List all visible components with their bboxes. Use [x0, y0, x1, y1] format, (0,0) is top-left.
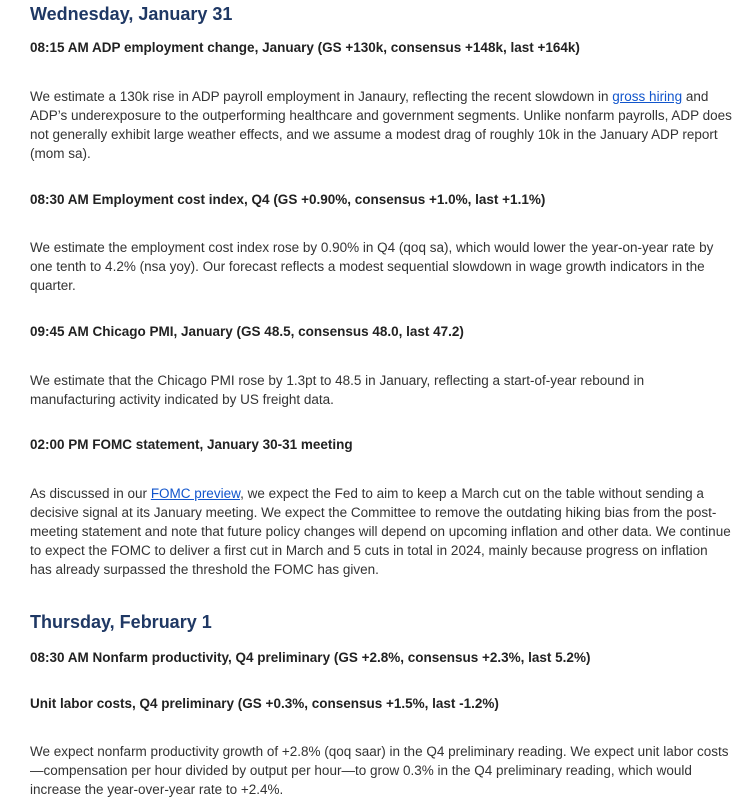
event-title-productivity: 08:30 AM Nonfarm productivity, Q4 preliminary (GS +2.8%, consensus +2.3%, last 5.2%) [30, 650, 591, 665]
event-body-fomc-post: , we expect the Fed to aim to keep a March cut on the table without sending a decisive signal at its January meeting. We expect the Committee to remove the outdating hiking bias from the post-meeting statement and note that future policy changes will depend on upcoming inflation and other data. We continue to expect the FOMC to deliver a first cut in March and 5 cuts in total in 2024, mainly because progress on inflation has already surpassed the threshold the FOMC has given. [30, 486, 731, 577]
day-heading-thursday: Thursday, February 1 [30, 612, 212, 632]
event-title-eci: 08:30 AM Employment cost index, Q4 (GS +0.90%, consensus +1.0%, last +1.1%) [30, 192, 546, 207]
event-body-eci: We estimate the employment cost index rose by 0.90% in Q4 (qoq sa), which would lower the year-on-year rate by one tenth to 4.2% (nsa yoy). Our forecast reflects a modest sequential slowdown in wage growth indicators in the quarter. [30, 240, 714, 293]
event-body-fomc-pre: As discussed in our [30, 486, 151, 501]
event-title-unit-labor-costs: Unit labor costs, Q4 preliminary (GS +0.3%, consensus +1.5%, last -1.2%) [30, 696, 499, 711]
event-title-chicago-pmi: 09:45 AM Chicago PMI, January (GS 48.5, consensus 48.0, last 47.2) [30, 324, 464, 339]
event-title-adp: 08:15 AM ADP employment change, January (GS +130k, consensus +148k, last +164k) [30, 40, 580, 55]
event-body-adp-post: and ADP’s underexposure to the outperforming healthcare and government segments. Unlike nonfarm payrolls, ADP does not generally exhibit large weather effects, and we assume a modest drag of roughly 10k in the January ADP report (mom sa). [30, 89, 732, 161]
event-title-fomc: 02:00 PM FOMC statement, January 30-31 meeting [30, 437, 353, 452]
gross-hiring-link[interactable]: gross hiring [612, 89, 683, 104]
event-body-chicago-pmi: We estimate that the Chicago PMI rose by 1.3pt to 48.5 in January, reflecting a start-of-year rebound in manufacturing activity indicated by US freight data. [30, 373, 645, 407]
event-body-fomc [30, 484, 732, 579]
event-body-adp-pre: We estimate a 130k rise in ADP payroll employment in Janaury, reflecting the recent slowdown in [30, 89, 613, 104]
event-body-productivity-ulc: We expect nonfarm productivity growth of +2.8% (qoq saar) in the Q4 preliminary reading. We expect unit labor costs—compensation per hour divided by output per hour—to grow 0.3% in the Q4 preliminary reading, which would increase the year-over-year rate to +2.4%. [30, 744, 729, 797]
fomc-preview-link[interactable]: FOMC preview [150, 486, 241, 501]
event-body-adp [30, 87, 732, 163]
day-heading-wednesday: Wednesday, January 31 [30, 4, 233, 24]
